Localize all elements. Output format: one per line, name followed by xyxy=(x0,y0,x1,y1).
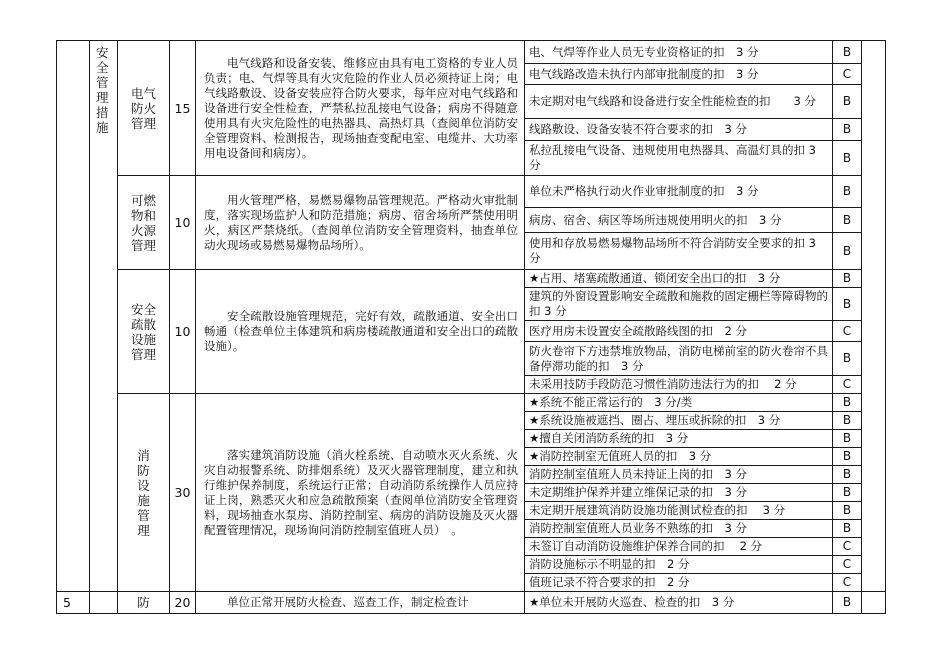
criterion-grade: B xyxy=(833,430,862,448)
group-name-line: 防 xyxy=(137,462,150,478)
group-name: 防 xyxy=(118,592,170,614)
group-score: 15 xyxy=(170,41,196,176)
criterion-text: 值班记录不符合要求的扣 2 分 xyxy=(525,574,833,592)
group-name-line: 防火 xyxy=(130,100,156,116)
group-requirement xyxy=(196,176,525,270)
criterion-text: 消防设施标示不明显的扣 2 分 xyxy=(525,556,833,574)
requirement-text: 电气线路和设备安装、维修应由具有电工资格的专业人员负责；电、气焊等具有火灾危险的作业人员必须持证上岗；电气线路敷设、设备安装应符合防火要求，每年应对电气线路和设备进行安全性检查，严禁私拉乱接电气设备；病房不得随意使用具有火灾危险性的电热器具、高热灯具（查阅单位消防安全管理资料、检测报告，现场抽查变配电室、电缆井、大功率用电设备间和病房）。 xyxy=(204,55,518,160)
group-requirement xyxy=(196,394,525,592)
group-requirement xyxy=(196,41,525,176)
criterion-grade: B xyxy=(833,412,862,430)
criterion-text: 防火卷帘下方违禁堆放物品，消防电梯前室的防火卷帘不具备停滞功能的扣 3 分 xyxy=(525,342,833,376)
criterion-grade: C xyxy=(833,574,862,592)
criterion-grade: B xyxy=(833,484,862,502)
group-name xyxy=(118,176,170,270)
group-name xyxy=(118,270,170,394)
criterion-grade: B xyxy=(833,208,862,233)
group-name-line: 安全 xyxy=(130,301,156,317)
group-name-line: 管理 xyxy=(130,115,156,131)
criterion-text: 病房、宿舍、病区等场所违规使用明火的扣 3 分 xyxy=(525,208,833,233)
category-label: 安全管理措施 xyxy=(90,41,118,592)
group-score: 10 xyxy=(170,270,196,394)
group-name-line: 设 xyxy=(137,477,150,493)
category-cell xyxy=(90,592,118,614)
group-name-line: 消 xyxy=(137,447,150,463)
criterion-grade: B xyxy=(833,502,862,520)
group-name-line: 管理 xyxy=(130,237,156,253)
group-name-line: 可燃 xyxy=(130,192,156,208)
criterion-text: 线路敷设、设备安装不符合要求的扣 3 分 xyxy=(525,119,833,141)
group-score: 10 xyxy=(170,176,196,270)
criterion-grade: B xyxy=(833,41,862,64)
group-name-line: 设施 xyxy=(130,331,156,347)
section-number-cell xyxy=(57,41,90,592)
requirement-text: 单位正常开展防火检查、巡查工作，制定检查计 xyxy=(227,595,469,609)
remark-cell xyxy=(862,592,886,614)
section-number: 5 xyxy=(57,592,90,614)
group-name-line: 管 xyxy=(137,507,150,523)
criterion-grade: B xyxy=(833,85,862,119)
group-requirement xyxy=(196,592,525,614)
group-name-line: 火源 xyxy=(130,222,156,238)
criterion-text: ★消防控制室无值班人员的扣 3 分 xyxy=(525,448,833,466)
inspection-table xyxy=(56,40,886,614)
group-name-line: 物和 xyxy=(130,207,156,223)
group-name-line: 电气 xyxy=(130,85,156,101)
criterion-text: 未定期对电气线路和设备进行安全性能检查的扣 3 分 xyxy=(525,85,833,119)
criterion-text: 单位未严格执行动火作业审批制度的扣 3 分 xyxy=(525,176,833,208)
criterion-text: ★系统不能正常运行的 3 分/类 xyxy=(525,394,833,412)
criterion-text: ★系统设施被遮挡、圈占、埋压或拆除的扣 3 分 xyxy=(525,412,833,430)
group-requirement xyxy=(196,270,525,394)
criterion-text: 医疗用房未设置安全疏散路线图的扣 2 分 xyxy=(525,321,833,342)
group-name-line: 理 xyxy=(137,522,150,538)
criterion-text: ★擅自关闭消防系统的扣 3 分 xyxy=(525,430,833,448)
criterion-grade: B xyxy=(833,520,862,538)
criterion-grade: B xyxy=(833,592,862,614)
criterion-grade: B xyxy=(833,288,862,321)
group-name-line: 管理 xyxy=(130,346,156,362)
group-name-line: 疏散 xyxy=(130,316,156,332)
requirement-text: 用火管理严格，易燃易爆物品管理规范。严格动火审批制度，落实现场监护人和防范措施；病房、宿舍场所严禁使用明火，病区严禁烧纸。（查阅单位消防安全管理资料，抽查单位动火现场或易燃易爆物品场所）。 xyxy=(204,192,518,252)
criterion-text: ★单位未开展防火巡查、检查的扣 3 分 xyxy=(525,592,833,614)
criterion-grade: B xyxy=(833,342,862,376)
criterion-grade: B xyxy=(833,119,862,141)
criterion-text: 未采用技防手段防范习惯性消防违法行为的扣 2 分 xyxy=(525,376,833,394)
criterion-text: 建筑的外窗设置影响安全疏散和施救的固定栅栏等障碍物的扣 3 分 xyxy=(525,288,833,321)
criterion-grade: B xyxy=(833,448,862,466)
criterion-grade: B xyxy=(833,270,862,288)
criterion-grade: C xyxy=(833,556,862,574)
group-name xyxy=(118,41,170,176)
criterion-grade: B xyxy=(833,141,862,176)
group-name-line: 施 xyxy=(137,492,150,508)
requirement-text: 落实建筑消防设施（消火栓系统、自动喷水灭火系统、火灾自动报警系统、防排烟系统）及灭火器管理制度，建立和执行维护保养制度，系统运行正常；自动消防系统操作人员应持证上岗，熟悉灭火和应急疏散预案（查阅单位消防安全管理资料，现场抽查水泵房、消防控制室、病房的消防设施及灭火器配置管理情况，现场询问消防控制室值班人员） 。 xyxy=(204,447,518,537)
criterion-text: 使用和存放易燃易爆物品场所不符合消防安全要求的扣 3 分 xyxy=(525,233,833,270)
criterion-grade: B xyxy=(833,176,862,208)
criterion-text: 电、气焊等作业人员无专业资格证的扣 3 分 xyxy=(525,41,833,64)
criterion-text: 私拉乱接电气设备、违规使用电热器具、高温灯具的扣 3 分 xyxy=(525,141,833,176)
criterion-text: 未定期开展建筑消防设施功能测试检查的扣 3 分 xyxy=(525,502,833,520)
criterion-grade: C xyxy=(833,321,862,342)
criterion-text: ★占用、堵塞疏散通道、锁闭安全出口的扣 3 分 xyxy=(525,270,833,288)
requirement-text: 安全疏散设施管理规范，完好有效，疏散通道、安全出口畅通（检查单位主体建筑和病房楼疏散通道和安全出口的疏散设施）。 xyxy=(204,309,518,353)
criterion-text: 电气线路改造未执行内部审批制度的扣 3 分 xyxy=(525,64,833,85)
criterion-grade: C xyxy=(833,376,862,394)
group-score: 30 xyxy=(170,394,196,592)
criterion-text: 消防控制室值班人员业务不熟练的扣 3 分 xyxy=(525,520,833,538)
criterion-text: 消防控制室值班人员未持证上岗的扣 3 分 xyxy=(525,466,833,484)
remark-cell xyxy=(862,41,886,592)
criterion-grade: C xyxy=(833,64,862,85)
criterion-grade: C xyxy=(833,538,862,556)
criterion-text: 未签订自动消防设施维护保养合同的扣 2 分 xyxy=(525,538,833,556)
criterion-grade: B xyxy=(833,466,862,484)
criterion-grade: B xyxy=(833,394,862,412)
group-score: 20 xyxy=(170,592,196,614)
criterion-text: 未定期维护保养并建立维保记录的扣 3 分 xyxy=(525,484,833,502)
group-name xyxy=(118,394,170,592)
criterion-grade: B xyxy=(833,233,862,270)
